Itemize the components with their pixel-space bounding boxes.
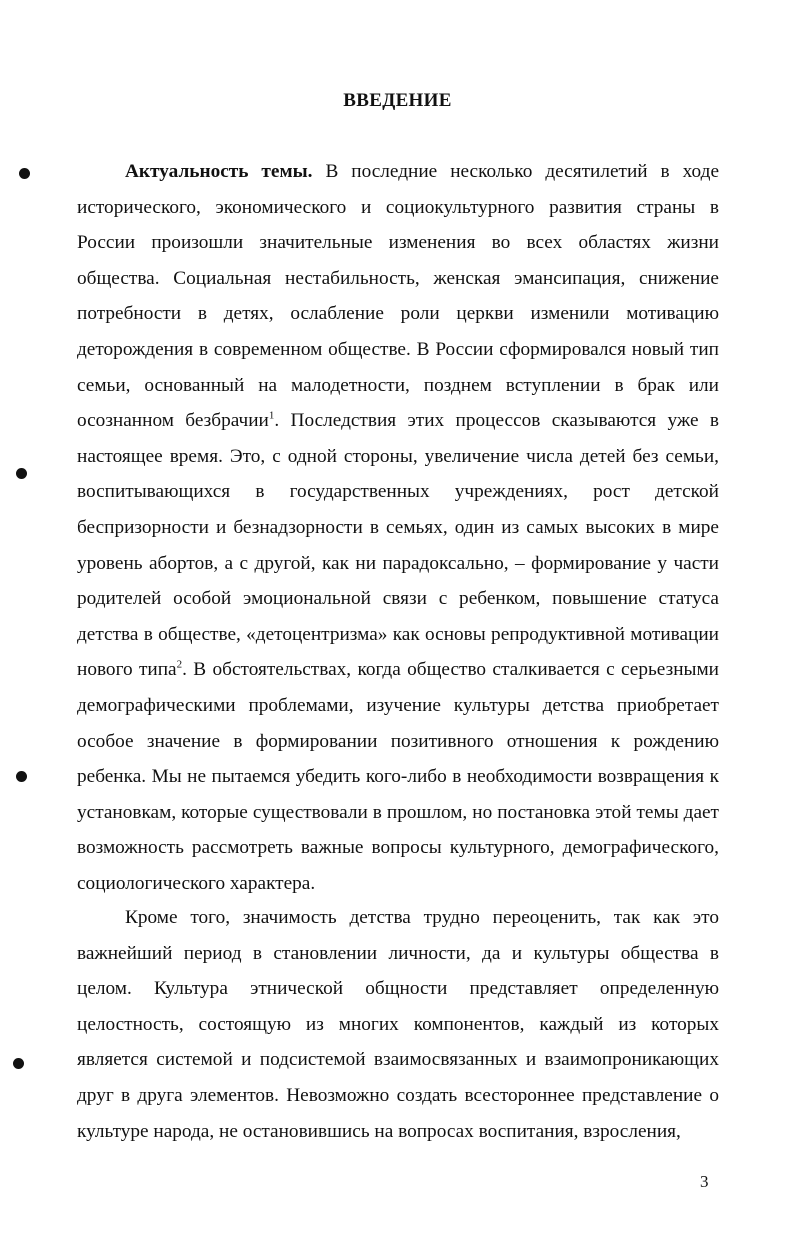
binding-hole-mark xyxy=(16,468,27,479)
page-number: 3 xyxy=(700,1172,709,1191)
paragraph-text: Кроме того, значимость детства трудно переоценить, так как это важнейший период в становлении личности, да и культуры общества в целом. Культура этнической общности представляет определенную целостность, состоящую из многих компонентов, каждый из которых является системой и подсистемой взаимосвязанных и взаимопроникающих друг в друга элементов. Невозможно создать всестороннее представление о культуре народа, не остановившись на вопросах воспитания, взросления, xyxy=(77,907,719,1142)
paragraph-text: В последние несколько десятилетий в ходе исторического, экономического и социокультурного развития страны в России произошли значительные изменения во всех областях жизни общества. Социальная нестабильность, женская эмансипация, снижение потребности в детях, ослабление роли церкви изменили мотивацию деторождения в современном обществе. В России сформировался новый тип семьи, основанный на малодетности, позднем вступлении в брак или осознанном безбрачии xyxy=(77,161,720,432)
paragraph-text: . Последствия этих процессов сказываются уже в настоящее время. Это, с одной стороны, увеличение числа детей без семьи, воспитывающихся в государственных учреждениях, рост детской беспризорности и безнадзорности в семьях, один из самых высоких в мире уровень абортов, а с другой, как ни парадоксально, – формирование у части родителей особой эмоциональной связи с ребенком, повышение статуса детства в обществе, «детоцентризма» как основы репродуктивной мотивации нового типа xyxy=(77,410,720,681)
binding-hole-mark xyxy=(13,1058,24,1069)
paragraph-significance xyxy=(77,900,719,1149)
page-title: ВВЕДЕНИЕ xyxy=(343,90,452,111)
binding-hole-mark xyxy=(16,771,27,782)
footnote-marker[interactable]: 1 xyxy=(268,409,275,422)
binding-hole-mark xyxy=(19,168,30,179)
footnote-marker[interactable]: 2 xyxy=(176,658,183,671)
paragraph-lead: Актуальность темы. xyxy=(125,161,313,182)
paragraph-relevance xyxy=(77,154,719,901)
paragraph-text: . В обстоятельствах, когда общество сталкивается с серьезными демографическими проблемами, изучение культуры детства приобретает особое значение в формировании позитивного отношения к рождению ребенка. Мы не пытаемся убедить кого-либо в необходимости возвращения к установкам, которые существовали в прошлом, но постановка этой темы дает возможность рассмотреть важные вопросы культурного, демографического, социологического характера. xyxy=(77,659,719,894)
